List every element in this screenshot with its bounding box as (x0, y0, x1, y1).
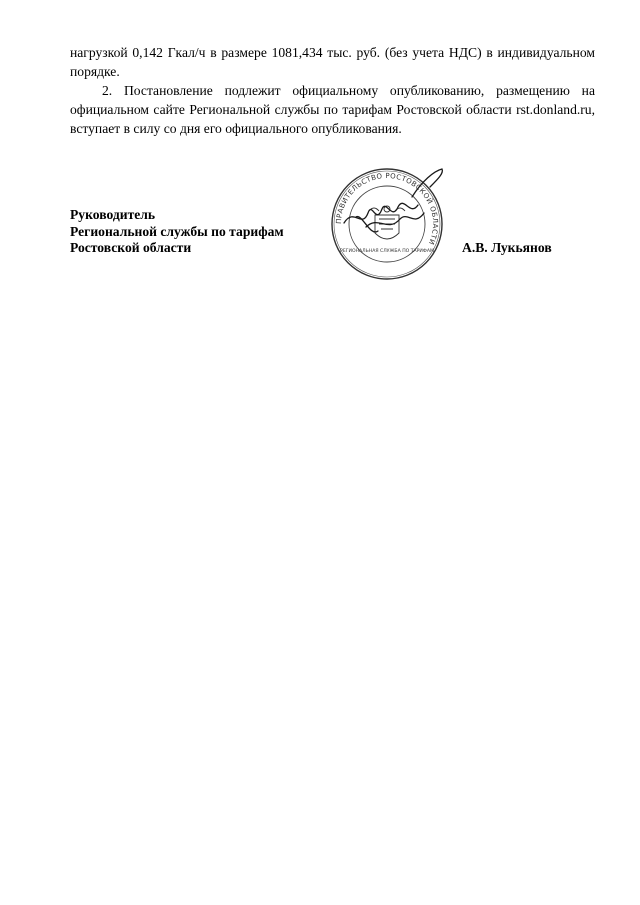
signatory-name: А.В. Лукьянов (462, 240, 552, 255)
signatory-title-line-3: Ростовской области (70, 240, 192, 255)
signatory-title-line-1: Руководитель (70, 207, 156, 222)
seal-center-text: РЕГИОНАЛЬНАЯ СЛУЖБА ПО ТАРИФАМ (340, 249, 434, 254)
paragraph-publication: 2. Постановление подлежит официальному опубликованию, размещению на официальном сайте Региональной службы по тарифам Ростовской области rst.donland.ru, вступает в силу со дня его официального опубликования. (70, 83, 595, 136)
official-seal-with-signature (326, 167, 448, 281)
seal-ring-text: ПРАВИТЕЛЬСТВО РОСТОВСКОЙ ОБЛАСТИ (334, 171, 440, 246)
paragraph-tariff-amount: нагрузкой 0,142 Гкал/ч в размере 1081,434 тыс. руб. (без учета НДС) в индивидуальном порядке. (70, 45, 595, 79)
signatory-title-block (70, 207, 284, 257)
signatory-title-line-2: Региональной службы по тарифам (70, 223, 284, 239)
